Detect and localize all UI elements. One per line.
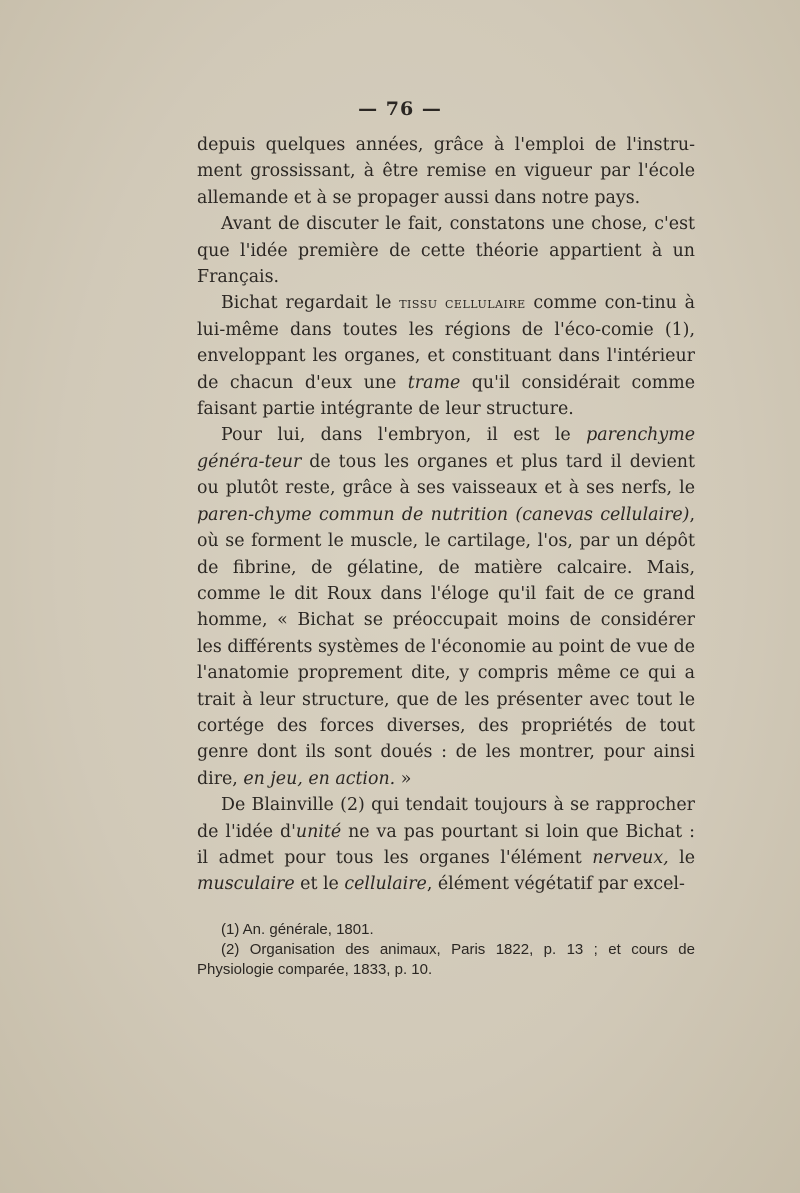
paragraph-2 xyxy=(197,211,695,290)
paragraph-3-text-b: comme con-tinu à lui-même dans toutes les régions de l'éco-comie (1), enveloppant les organes, et constituant dans l'intérieur de chacun d'eux une xyxy=(197,293,695,393)
footnotes xyxy=(197,920,695,980)
paragraph-5-text-b: ne va pas pourtant si loin que Bichat : il admet pour tous les organes l'élément xyxy=(197,821,695,868)
body-text xyxy=(197,132,695,898)
cellulaire-term: cellulaire xyxy=(344,874,427,895)
unite-term: unité xyxy=(295,821,342,842)
trame-term: trame xyxy=(407,372,461,393)
page-number: — 76 — xyxy=(358,98,442,120)
paragraph-1 xyxy=(197,132,695,211)
paragraph-5-text-d: et le xyxy=(294,874,345,895)
paragraph-4 xyxy=(197,422,695,792)
nerveux-term: nerveux, xyxy=(592,847,669,868)
paragraph-5-text-c: le xyxy=(668,847,695,868)
en-jeu-phrase: en jeu, en action. xyxy=(243,768,396,789)
footnote-1: (1) An. générale, 1801. xyxy=(221,921,374,938)
musculaire-term: musculaire xyxy=(197,874,295,895)
footnote-2: (2) Organisation des animaux, Paris 1822, p. 13 ; et cours de Physiologie comparée, 1833, p. 10. xyxy=(197,941,695,978)
paragraph-5-text-a: De Blainville (2) qui tendait toujours à se rapprocher de l'idée d' xyxy=(197,795,695,842)
paragraph-5 xyxy=(197,792,695,898)
tissu-cellulaire-term: tissu cellulaire xyxy=(399,294,526,313)
paragraph-3-text-c: qu'il considérait comme faisant partie intégrante de leur structure. xyxy=(197,372,696,420)
paragraph-4-text-b: de tous les organes et plus tard il devient ou plutôt reste, grâce à ses vaisseaux et à ses nerfs, le xyxy=(197,451,695,499)
paragraph-4-text-d: » xyxy=(395,768,412,789)
paragraph-3-text-a: Bichat regardait le xyxy=(221,293,400,314)
paragraph-5-text-e: , élément végétatif par excel- xyxy=(426,874,685,895)
paragraph-1-text: depuis quelques années, grâce à l'emploi de l'instru-ment grossissant, à être remise en vigueur par l'école allemande et à se propager aussi dans notre pays. xyxy=(197,135,695,208)
paragraph-4-text-c: , où se forment le muscle, le cartilage, l'os, par un dépôt de fibrine, de gélatine, de matière calcaire. Mais, comme le dit Roux dans l'éloge qu'il fait de ce grand homme, « Bichat se préoccupait moins de considérer les différents systèmes de l'économie au point de vue de l'anatomie proprement dite, y compris même ce qui a trait à leur structure, que de les présenter avec tout le cortége des forces diverses, des propriétés de tout genre dont ils sont doués : de les montrer, pour ainsi dire, xyxy=(197,504,695,789)
parenchyme-nutrition-term: paren-chyme commun de nutrition (canevas cellulaire) xyxy=(197,504,690,525)
parenchyme-generateur-term: parenchyme généra-teur xyxy=(197,425,695,472)
paragraph-2-text: Avant de discuter le fait, constatons une chose, c'est que l'idée première de cette théorie appartient à un Français. xyxy=(197,214,695,288)
paragraph-3 xyxy=(197,290,695,422)
paragraph-4-text-a: Pour lui, dans l'embryon, il est le xyxy=(221,425,587,446)
